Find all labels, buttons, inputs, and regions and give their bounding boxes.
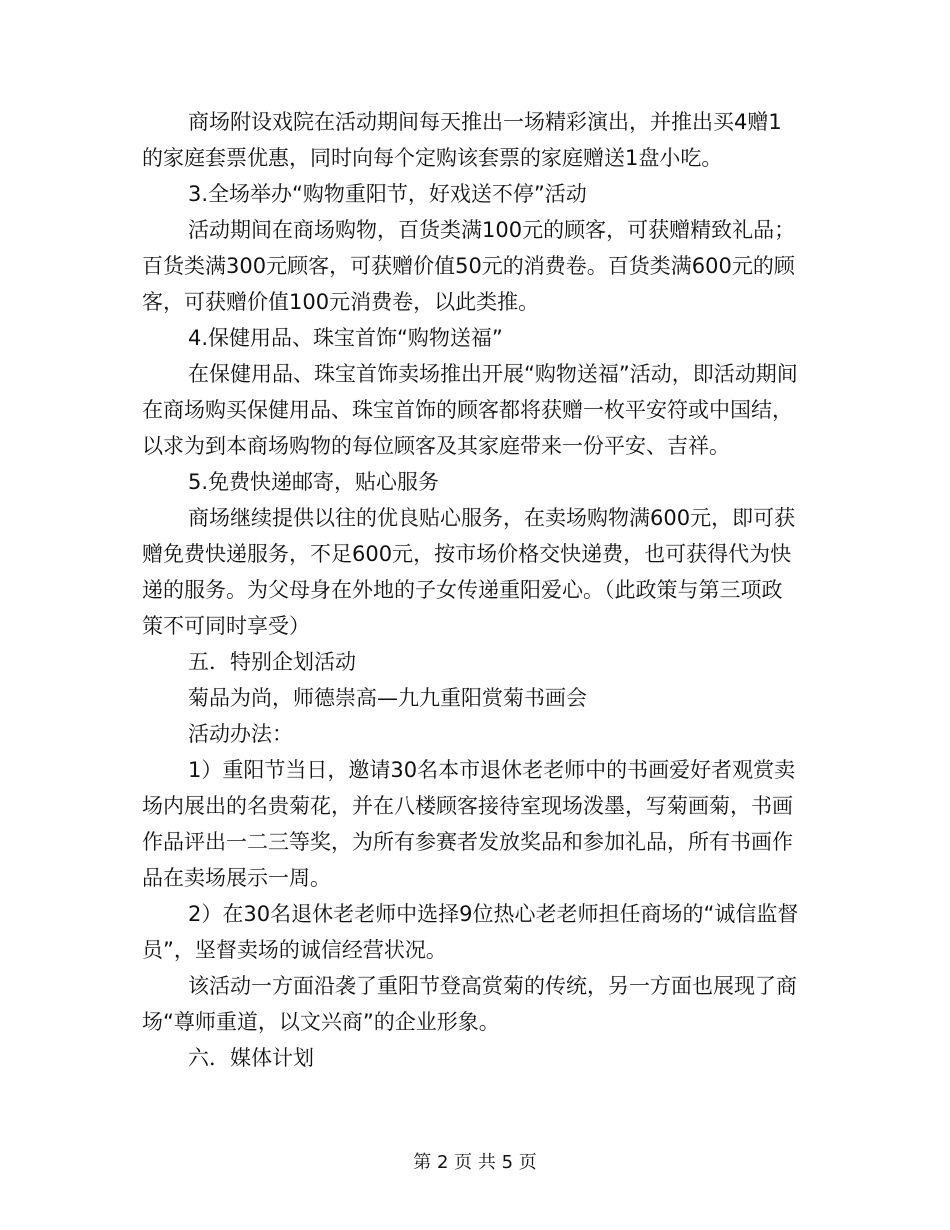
paragraph-shopping-gifts: 活动期间在商场购物，百货类满100元的顾客，可获赠精致礼品；百货类满300元顾客，可获赠价值50元的消费卷。百货类满600元的顾客，可获赠价值100元消费卷，以此类推。 bbox=[142, 218, 796, 314]
activity-title: 菊品为尚，师德崇高—九九重阳赏菊书画会 bbox=[188, 686, 587, 710]
heading-item-3: 3.全场举办“购物重阳节，好戏送不停”活动 bbox=[188, 182, 587, 206]
activity-method-1: 1）重阳节当日，邀请30名本市退休老老师中的书画爱好者观赏卖场内展出的名贵菊花，并在八楼顾客接待室现场泼墨，写菊画菊，书画作品评出一二三等奖，为所有参赛者发放奖品和参加礼品，所有书画作品在卖场展示一周。 bbox=[142, 758, 796, 890]
heading-item-5: 5.免费快递邮寄，贴心服务 bbox=[188, 470, 440, 494]
paragraph-health-jewelry: 在保健用品、珠宝首饰卖场推出开展“购物送福”活动，即活动期间在商场购买保健用品、珠宝首饰的顾客都将获赠一枚平安符或中国结，以求为到本商场购物的每位顾客及其家庭带来一份平安、吉祥。 bbox=[142, 362, 798, 458]
activity-method-label: 活动办法： bbox=[188, 722, 293, 746]
paragraph-express-service: 商场继续提供以往的优良贴心服务，在卖场购物满600元，即可获赠免费快递服务，不足600元，按市场价格交快递费，也可获得代为快递的服务。为父母身在外地的子女传递重阳爱心。（此政策与第三项政策不可同时享受） bbox=[142, 506, 796, 638]
section-heading-5: 五．特别企划活动 bbox=[188, 650, 356, 674]
activity-method-2: 2）在30名退休老老师中选择9位热心老老师担任商场的“诚信监督员”，坚督卖场的诚信经营状况。 bbox=[142, 902, 799, 962]
page-footer: 第 2 页 共 5 页 bbox=[413, 1152, 537, 1173]
paragraph-theater-offer: 商场附设戏院在活动期间每天推出一场精彩演出，并推出买4赠1的家庭套票优惠，同时向每个定购该套票的家庭赠送1盘小吃。 bbox=[142, 110, 782, 170]
document-body bbox=[142, 104, 802, 1076]
paragraph-activity-summary: 该活动一方面沿袭了重阳节登高赏菊的传统，另一方面也展现了商场“尊师重道，以文兴商”的企业形象。 bbox=[142, 974, 797, 1034]
heading-item-4: 4.保健用品、珠宝首饰“购物送福” bbox=[188, 326, 503, 350]
section-heading-6: 六．媒体计划 bbox=[188, 1046, 314, 1070]
